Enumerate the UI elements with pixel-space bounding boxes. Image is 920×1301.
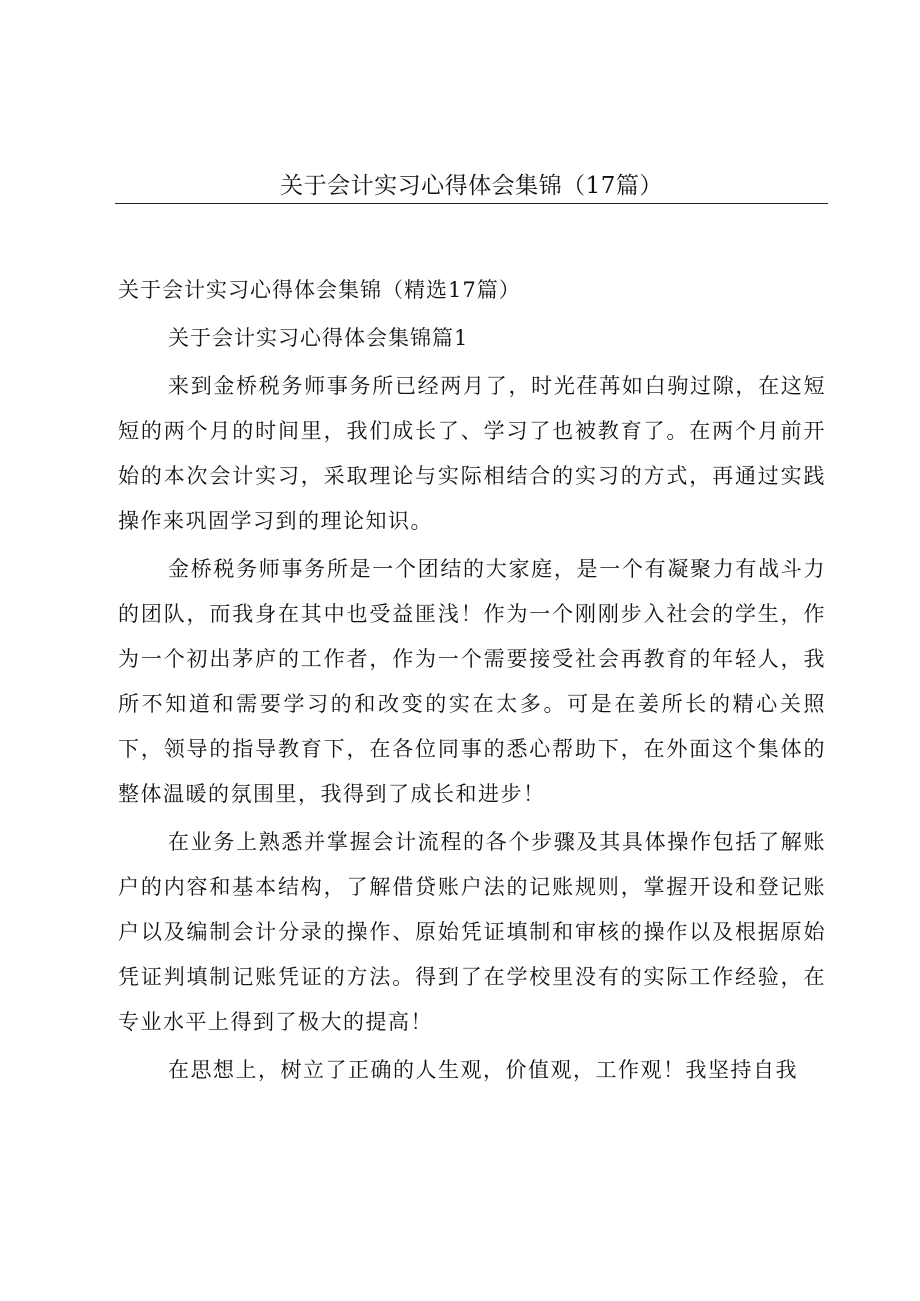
section-heading: 关于会计实习心得体会集锦篇1 xyxy=(168,326,469,350)
header-divider xyxy=(115,203,828,204)
document-title: 关于会计实习心得体会集锦（精选17篇） xyxy=(118,278,521,302)
paragraph-1: 来到金桥税务师事务所已经两月了，时光荏苒如白驹过隙，在这短短的两个月的时间里，我们成长了、学习了也被教育了。在两个月前开始的本次会计实习，采取理论与实际相结合的实习的方式，再通过实践操作来巩固学习到的理论知识。 xyxy=(118,374,826,533)
paragraph-3: 在业务上熟悉并掌握会计流程的各个步骤及其具体操作包括了解账户的内容和基本结构，了解借贷账户法的记账规则，掌握开设和登记账户以及编制会计分录的操作、原始凭证填制和审核的操作以及根据原始凭证判填制记账凭证的方法。得到了在学校里没有的实际工作经验，在专业水平上得到了极大的提高！ xyxy=(118,830,826,1034)
paragraph-2: 金桥税务师事务所是一个团结的大家庭，是一个有凝聚力有战斗力的团队，而我身在其中也受益匪浅！作为一个刚刚步入社会的学生，作为一个初出茅庐的工作者，作为一个需要接受社会再教育的年轻人，我所不知道和需要学习的和改变的实在太多。可是在姜所长的精心关照下，领导的指导教育下，在各位同事的悉心帮助下，在外面这个集体的整体温暖的氛围里，我得到了成长和进步！ xyxy=(118,557,826,806)
page-header-title: 关于会计实习心得体会集锦（17篇） xyxy=(280,173,663,199)
document-body xyxy=(118,268,826,1093)
paragraph-4: 在思想上，树立了正确的人生观，价值观，工作观！我坚持自我 xyxy=(168,1058,798,1082)
